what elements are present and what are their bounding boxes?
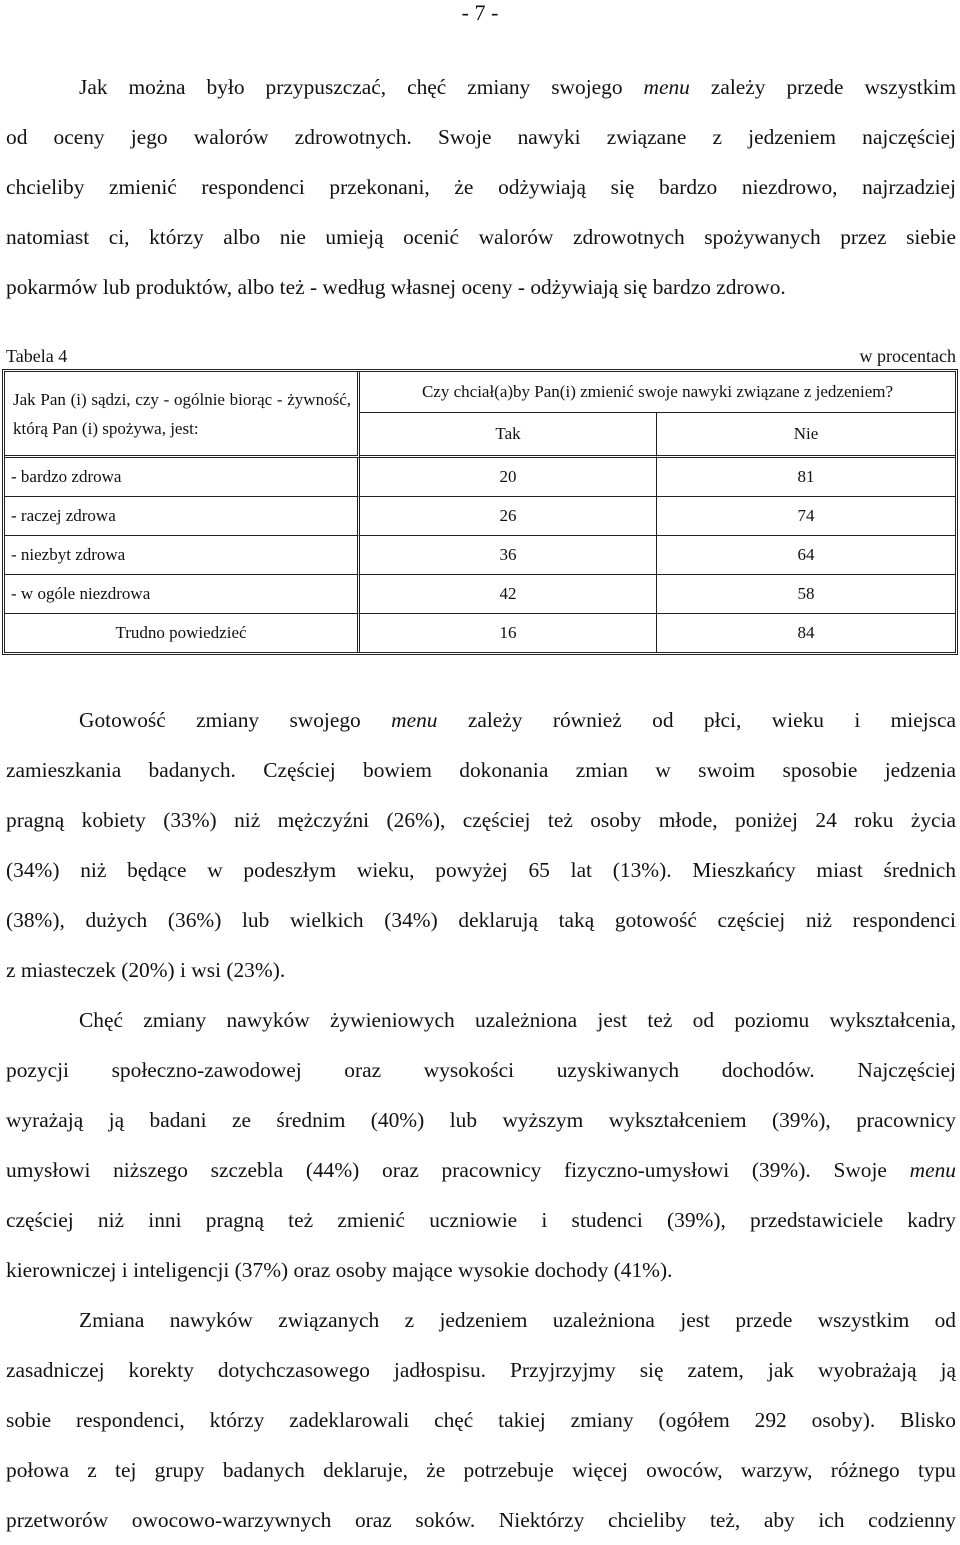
cell-nie: 84 [797,623,815,642]
column-header-nie [657,413,955,458]
text-line [6,895,956,945]
text-run: Zmiana nawyków związanych z jedzeniem uzależniona jest przede wszystkim od [79,1308,956,1332]
text-run: Gotowość zmiany swojego [79,708,392,732]
table-row [5,458,955,497]
question-cell [360,372,955,413]
row-header-text: Jak Pan (i) sądzi, czy - ogólnie biorąc - żywność, którą Pan (i) spożywa, jest: [13,389,351,438]
text-line [6,1145,956,1195]
text-line [6,795,956,845]
row-label: - niezbyt zdrowa [5,536,360,575]
text-run: pokarmów lub produktów, albo też - według własnej oceny - odżywiają się bardzo zdrowo. [6,275,786,299]
text-run: chcieliby zmienić respondenci przekonani, że odżywiają się bardzo niezdrowo, najrzadziej [6,175,956,199]
table-label: Tabela 4 [6,346,68,366]
row-label: - w ogóle niezdrowa [5,575,360,614]
text-line [6,212,956,262]
cell-nie: 81 [657,458,955,497]
cell-nie: 74 [657,497,955,536]
cell-tak: 36 [360,536,657,575]
text-line [6,995,956,1045]
cell-tak: 16 [360,614,657,652]
text-run: natomiast ci, którzy albo nie umieją ocenić walorów zdrowotnych spożywanych przez siebie [6,225,956,249]
text-run: wyrażają ją badani ze średnim (40%) lub wyższym wykształceniem (39%), pracownicy [6,1108,956,1132]
text-line [6,162,956,212]
text-line [6,745,956,795]
text-line [6,1395,956,1445]
row-label: Trudno powiedzieć [5,614,360,652]
text-run: połowa z tej grupy badanych deklaruje, że potrzebuje więcej owoców, warzyw, różnego typu [6,1458,956,1482]
text-line [6,1345,956,1395]
italic-term: menu [643,75,690,99]
text-run: przetworów owocowo-warzywnych oraz soków. Niektórzy chcieliby też, aby ich codzienny [6,1508,956,1532]
cell-tak: 42 [360,575,657,614]
text-line [6,945,956,995]
text-run: zamieszkania badanych. Częściej bowiem dokonania zmian w swoim sposobie jedzenia [6,758,956,782]
text-run: kierowniczej i inteligencji (37%) oraz osoby mające wysokie dochody (41%). [6,1258,673,1282]
text-run: zasadniczej korekty dotychczasowego jadłospisu. Przyjrzyjmy się zatem, jak wyobrażają ją [6,1358,956,1382]
paragraph-2 [6,695,956,995]
text-line [6,695,956,745]
text-run: pragną kobiety (33%) niż mężczyźni (26%), częściej też osoby młode, poniżej 24 roku życia [6,808,956,832]
cell-nie: 64 [657,536,955,575]
text-run: (38%), dużych (36%) lub wielkich (34%) deklarują taką gotowość częściej niż respondenci [6,908,956,932]
paragraph-1 [6,62,956,312]
column-header-tak-label: Tak [495,424,521,444]
table-row [5,614,955,652]
text-run: pozycji społeczno-zawodowej oraz wysokości uzyskiwanych dochodów. Najczęściej [6,1058,956,1082]
text-line [6,112,956,162]
text-run: umysłowi niższego szczebla (44%) oraz pracownicy fizyczno-umysłowi (39%). Swoje [6,1158,910,1182]
paragraph-3 [6,995,956,1295]
column-header-nie-label: Nie [793,424,819,444]
cell-tak: 26 [360,497,657,536]
cell-nie: 58 [657,575,955,614]
text-line [6,1245,956,1295]
row-label: - raczej zdrowa [5,497,360,536]
cell-tak: 20 [360,458,657,497]
text-line [6,262,956,312]
italic-term: menu [909,1158,956,1182]
text-run: sobie respondenci, którzy zadeklarowali chęć takiej zmiany (ogółem 292 osoby). Blisko [6,1408,956,1432]
text-line [6,1045,956,1095]
row-header-cell [5,372,360,458]
table-row [5,575,955,614]
text-line [6,1495,956,1545]
text-run: Jak można było przypuszczać, chęć zmiany swojego [79,75,644,99]
text-line [6,62,956,112]
text-line [6,845,956,895]
row-label: - bardzo zdrowa [5,458,360,497]
table-unit: w procentach [859,346,956,366]
italic-term: menu [391,708,438,732]
text-run: (34%) niż będące w podeszłym wieku, powyżej 65 lat (13%). Mieszkańcy miast średnich [6,858,956,882]
question-text: Czy chciał(a)by Pan(i) zmienić swoje nawyki związane z jedzeniem? [421,382,894,402]
page-number: - 7 - [461,0,499,25]
text-run: zależy również od płci, wieku i miejsca [437,708,956,732]
text-line [6,1295,956,1345]
table-row [5,536,955,575]
text-run: od oceny jego walorów zdrowotnych. Swoje nawyki związane z jedzeniem najczęściej [6,125,956,149]
text-run: zależy przede wszystkim [689,75,956,99]
text-run: częściej niż inni pragną też zmienić uczniowie i studenci (39%), przedstawiciele kadry [6,1208,956,1232]
paragraph-4 [6,1295,956,1545]
text-line [6,1445,956,1495]
text-line [6,1095,956,1145]
text-run: z miasteczek (20%) i wsi (23%). [6,958,286,982]
text-line [6,1195,956,1245]
text-run: Chęć zmiany nawyków żywieniowych uzależniona jest też od poziomu wykształcenia, [79,1008,956,1032]
data-table [2,369,958,655]
table-row [5,497,955,536]
column-header-tak [360,413,657,458]
